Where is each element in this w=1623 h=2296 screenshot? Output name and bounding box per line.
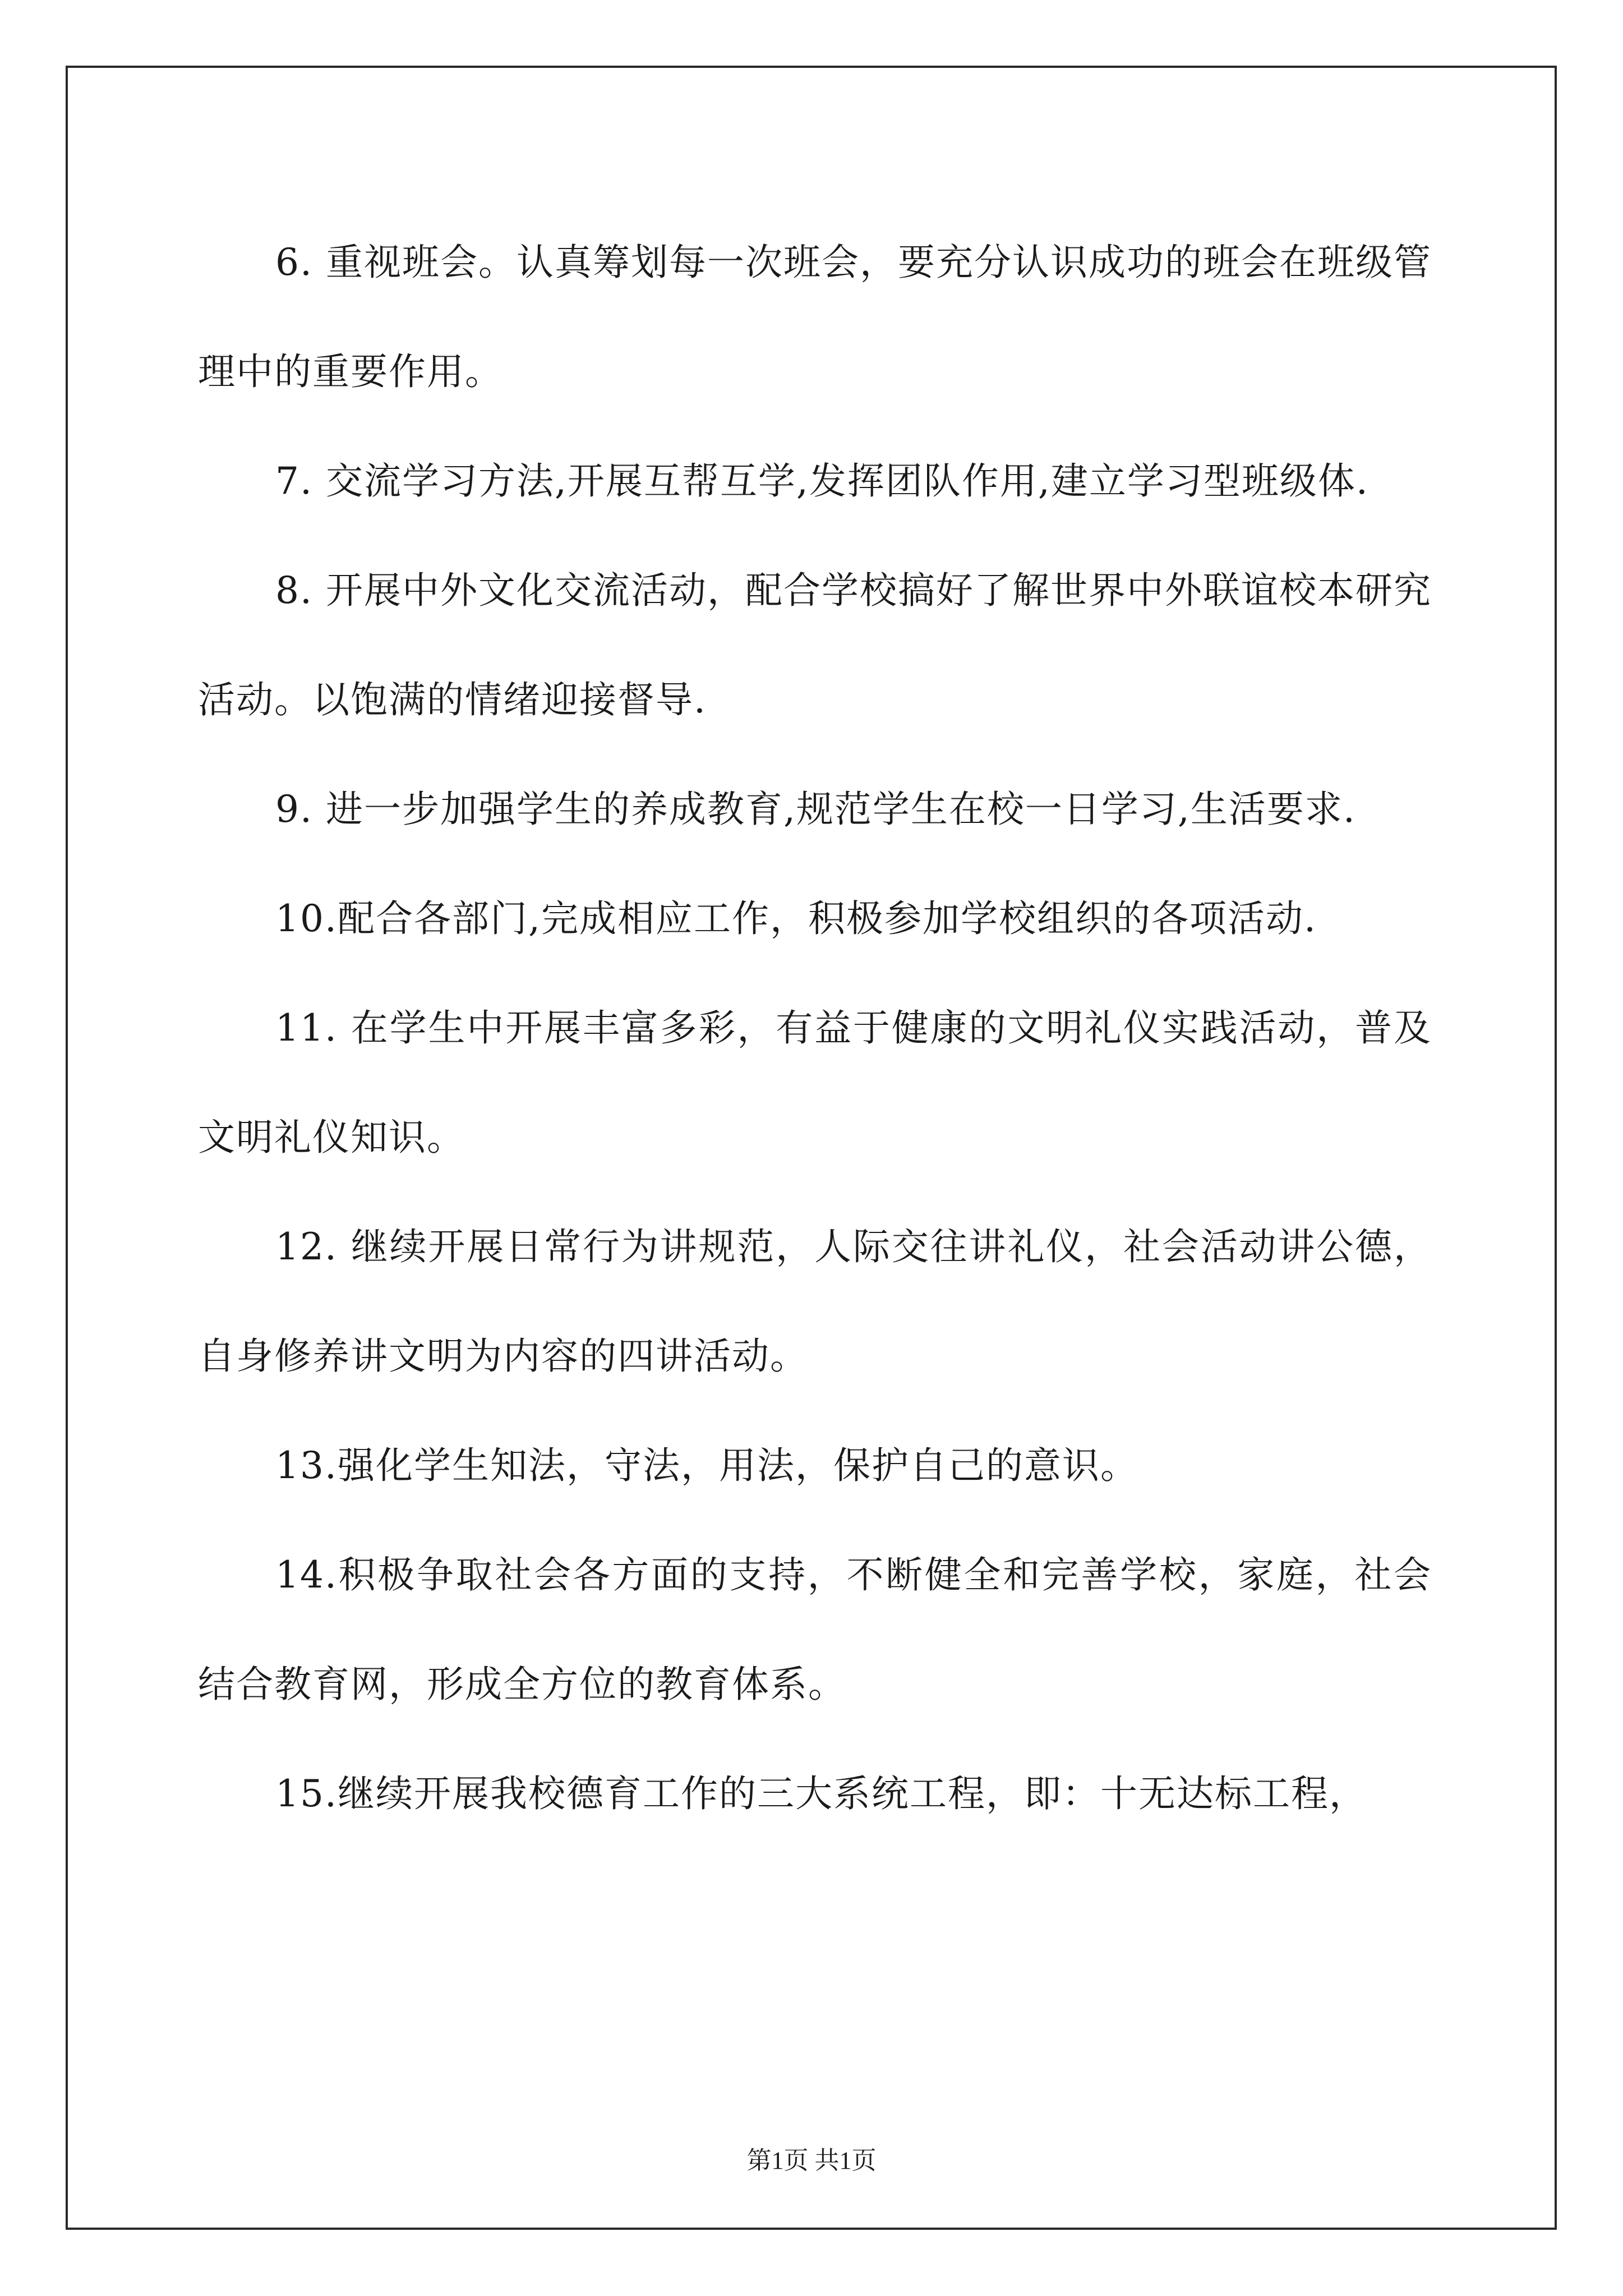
document-body (198, 208, 1432, 1848)
paragraph-12: 12. 继续开展日常行为讲规范，人际交往讲礼仪，社会活动讲公德，自身修养讲文明为内容的四讲活动。 (198, 1225, 1432, 1378)
paragraph-13: 13.强化学生知法，守法，用法，保护自己的意识。 (275, 1444, 1138, 1487)
paragraph-9: 9. 进一步加强学生的养成教育,规范学生在校一日学习,生活要求. (275, 788, 1356, 831)
paragraph-14: 14.积极争取社会各方面的支持，不断健全和完善学校，家庭，社会结合教育网，形成全方位的教育体系。 (198, 1553, 1432, 1706)
paragraph-10: 10.配合各部门,完成相应工作，积极参加学校组织的各项活动. (275, 897, 1317, 940)
paragraph-8: 8. 开展中外文化交流活动，配合学校搞好了解世界中外联谊校本研究活动。以饱满的情绪迎接督导. (198, 569, 1432, 721)
paragraph-6: 6. 重视班会。认真筹划每一次班会，要充分认识成功的班会在班级管理中的重要作用。 (198, 241, 1432, 393)
paragraph-15: 15.继续开展我校德育工作的三大系统工程，即：十无达标工程， (275, 1772, 1367, 1815)
paragraph-7: 7. 交流学习方法,开展互帮互学,发挥团队作用,建立学习型班级体. (275, 459, 1369, 503)
page-number-footer: 第1页 共1页 (746, 2147, 877, 2174)
paragraph-11: 11. 在学生中开展丰富多彩，有益于健康的文明礼仪实践活动，普及文明礼仪知识。 (198, 1006, 1432, 1159)
